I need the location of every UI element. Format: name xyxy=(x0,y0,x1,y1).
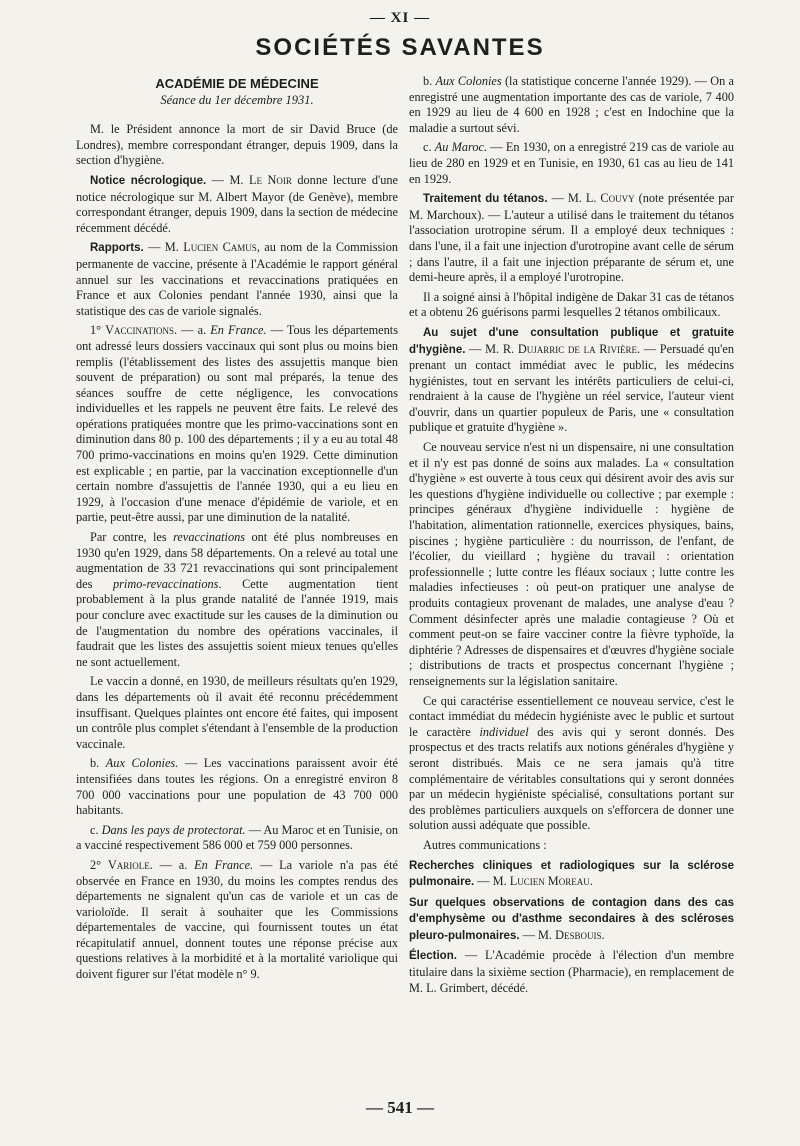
paragraph-variole: 2° Variole. — a. En France. — La variole n'a pas été observée en France en 1930, du moins les comptes rendus des départements ne signalent qu'un cas de variole et un cas de varioloïde. Il serait à souhaiter que les Commissions départementales de vaccine, qui fournissent toutes un état récapitulatif annuel, donnent toutes une réponse précise aux questions relatives à la morbidité et à la mortalité variolique qui doivent figurer sur l'état modèle n° 9. xyxy=(76,857,398,982)
paragraph-rapports: Rapports. — M. Lucien Camus, au nom de la Commission permanente de vaccine, présente à l'Académie le rapport général annuel sur les vaccinations et revaccinations pratiquées en France et aux Colonies pendant l'année 1930, ainsi que la statistique des cas de variole signalés. xyxy=(76,240,399,318)
keyword-sclerose: Recherches cliniques et radiologiques sur la sclérose pulmonaire. xyxy=(409,859,734,889)
author-name: Desbouis xyxy=(555,927,602,942)
paragraph-consultation: Au sujet d'une consultation publique et gratuite d'hygiène. — M. R. Dujarric de la Rivière. — Persuadé qu'en prenant un contact immédiat avec le public, les médecins hygiénistes, tout en servant les intérêts particuliers de celui-ci, rendraient à la cause de l'hygiène un réel service, l'auteur vient d'ouvrir, dans un quartier populeux de Paris, une « consultation publique et gratuite d'hygiène ». xyxy=(409,326,734,435)
author-name: Lucien Moreau xyxy=(509,874,590,889)
left-column xyxy=(76,74,398,987)
paragraph-vaccin: Le vaccin a donné, en 1930, de meilleurs résultats qu'en 1929, dans les départements où il avait été reconnu précédemment insuffisant. Quelques plaintes ont encore été faites, qui imposent un contrôle plus complet s'étendant à l'ensemble de la production vaccinale. xyxy=(76,674,398,751)
paragraph-dakar: Il a soigné ainsi à l'hôpital indigène de Dakar 31 cas de tétanos et a obtenu 26 guérisons parmi lesquelles 2 tétanos ombilicaux. xyxy=(409,289,734,320)
paragraph-protectorat: c. Dans les pays de protectorat. — Au Maroc et en Tunisie, on a vacciné respectivement 586 000 et 759 000 personnes. xyxy=(76,822,399,853)
paragraph-service: Ce nouveau service n'est ni un dispensaire, ni une consultation et il n'y est pas donné de soins aux malades. La « consultation d'hygiène » est ouverte à tous ceux qui désirent avoir des avis sur les questions d'hygiène individuelle ou collective ; par exemple : principes généraux d'hygiène individuelle : hygiène de l'habitation, alimentation rationnelle, exercices physiques, bains, piscines ; hygiène particulière : du nourrisson, de l'enfant, de l'écolier, du vieillard ; hygiène du travail : orientation professionnelle ; lutte contre les fléaux sociaux ; lutte contre les maladies infectieuses : où peut-on pratiquer une analyse de produits contagieux provenant de malades, une analyse d'eau ? Comment désinfecter après une maladie contagieuse ? Où et comment peut-on se faire vacciner contre la fièvre typhoïde, la diphtérie ? Adresses de dispensaires et d'œuvres d'hygiène sociale ; distributions de tracts et prospectus concernant l'hygiène ; renseignements sur la législation sanitaire. xyxy=(409,440,734,688)
keyword-rapports: Rapports. xyxy=(90,242,144,255)
author-name: Le Noir xyxy=(248,172,292,187)
author-name: L. Couvy xyxy=(585,191,635,206)
paragraph-maroc: c. Au Maroc. — En 1930, on a enregistré 219 cas de variole au lieu de 280 en 1929 et en Tunisie, en 1930, 61 cas au lieu de 141 en 1929. xyxy=(409,140,734,186)
paragraph-vaccinations: 1° Vaccinations. — a. En France. — Tous les départements ont adressé leurs dossiers vaccinaux qui sont plus ou moins bien remplis (l'établissement des listes des assujettis manque bien souvent de préparation) ou sont mal préparés, la tenue des séances souffre de cette négligence, les convocations individuelles et les rappels ne peuvent être faits. Le relevé des opérations pratiquées montre que les primo-vaccinations sont en diminution dans 80 p. 100 des départements ; il y a eu au total 48 700 primo-vaccinations en moins qu'en 1929. Cette diminution est explicable ; en partie, par la vaccination exceptionnelle d'un certain nombre d'assujettis de l'année 1930, qui a eu lieu en 1929, à l'occasion d'une menace d'épidémie de variole, et en partie, peut-être aussi, par une diminution de la natalité. xyxy=(76,323,398,525)
keyword-election: Élection. xyxy=(409,950,457,963)
paragraph-tetanos: Traitement du tétanos. — M. L. Couvy (note présentée par M. Marchoux). — L'auteur a utilisé dans le traitement du tétanos l'association urotropine sérum. Il a employé deux techniques : dans l'une, il a fait une injection d'urotropine avant celle de sérum ; dans l'autre, il a fait une injection préparante de sérum et, une demi-heure après, il a employé l'urotropine. xyxy=(409,191,734,285)
page-number: — 541 — xyxy=(366,1098,434,1117)
paragraph-colonies: b. Aux Colonies. — Les vaccinations paraissent avoir été intensifiées dans toutes les régions. On a enregistré environ 8 700 000 vaccinations pour une population de 43 700 000 habitants. xyxy=(76,756,398,818)
paragraph-election: Élection. — L'Académie procède à l'élection d'un membre titulaire dans la sixième section (Pharmacie), en remplacement de M. L. Grimbert, décédé. xyxy=(409,948,734,995)
paragraph-emphyseme: Sur quelques observations de contagion dans des cas d'emphysème ou d'asthme secondaires à des scléroses pleuro-pulmonaires. — M. Desbouis. xyxy=(409,896,734,942)
paragraph-sclerose: Recherches cliniques et radiologiques sur la sclérose pulmonaire. — M. Lucien Moreau. xyxy=(409,859,734,889)
author-name: Lucien Camus xyxy=(183,240,257,255)
paragraph-colonies-variole: b. Aux Colonies (la statistique concerne l'année 1929). — On a enregistré une augmentation importante des cas de variole, 7 400 en 1929 au lieu de 4 600 en 1928 ; c'est en Indochine que la maladie a surtout sévi. xyxy=(409,74,735,135)
keyword-notice: Notice nécrologique. xyxy=(90,174,207,187)
keyword-consultation: Au sujet d'une consultation publique et gratuite d'hygiène. xyxy=(409,326,734,356)
paragraph-autres: Autres communications : xyxy=(423,837,547,852)
paragraph-revaccinations: Par contre, les revaccinations ont été plus nombreuses en 1930 qu'en 1929, dans 58 départements. On a relevé au total une augmentation de 33 721 revaccinations qui sont principalement des primo-revaccinations. Cette augmentation tient probablement à la plus grande natalité de l'année 1919, mais pour conclure avec exactitude sur les causes de la diminution ou de l'augmentation du nombre des opérations vaccinales, il faudrait que les listes des assujettis soient mieux tenues qu'elles ne sont actuellement. xyxy=(76,530,398,669)
author-name: Dujarric de la Rivière xyxy=(517,341,637,356)
section-heading: ACADÉMIE DE MÉDECINE xyxy=(155,76,319,91)
keyword-tetanos: Traitement du tétanos. xyxy=(423,193,548,206)
page-title: SOCIÉTÉS SAVANTES xyxy=(255,34,545,61)
keyword-emphyseme: Sur quelques observations de contagion dans des cas d'emphysème ou d'asthme secondaires à des scléroses pleuro-pulmonaires. xyxy=(409,896,734,942)
paragraph-bruce: M. le Président annonce la mort de sir David Bruce (de Londres), membre correspondant étranger, depuis 1909, dans la section d'hygiène. xyxy=(76,122,398,168)
session-date: Séance du 1er décembre 1931. xyxy=(160,92,314,107)
paragraph-caracterise: Ce qui caractérise essentiellement ce nouveau service, c'est le contact immédiat du médecin hygiéniste avec le public et surtout le caractère individuel des avis qui y seront donnés. Des prospectus et des tracts relatifs aux notions générales d'hygiène y seront distribués. Mais ce ne sera jamais qu'à titre complémentaire de véritables consultations qui y seront données par un médecin hygiéniste spécialisé, consultations portant sur des problèmes particuliers auxquels on s'efforcera de donner une solution aussi adéquate que possible. xyxy=(409,693,734,833)
right-column xyxy=(409,74,734,1000)
paragraph-notice: Notice nécrologique. — M. Le Noir donne lecture d'une notice nécrologique sur M. Albert Mayor (de Genève), membre correspondant étranger, depuis 1909, dans la section de médecine récemment décédé. xyxy=(76,172,398,235)
page-header-roman-number: — XI — xyxy=(369,10,431,26)
